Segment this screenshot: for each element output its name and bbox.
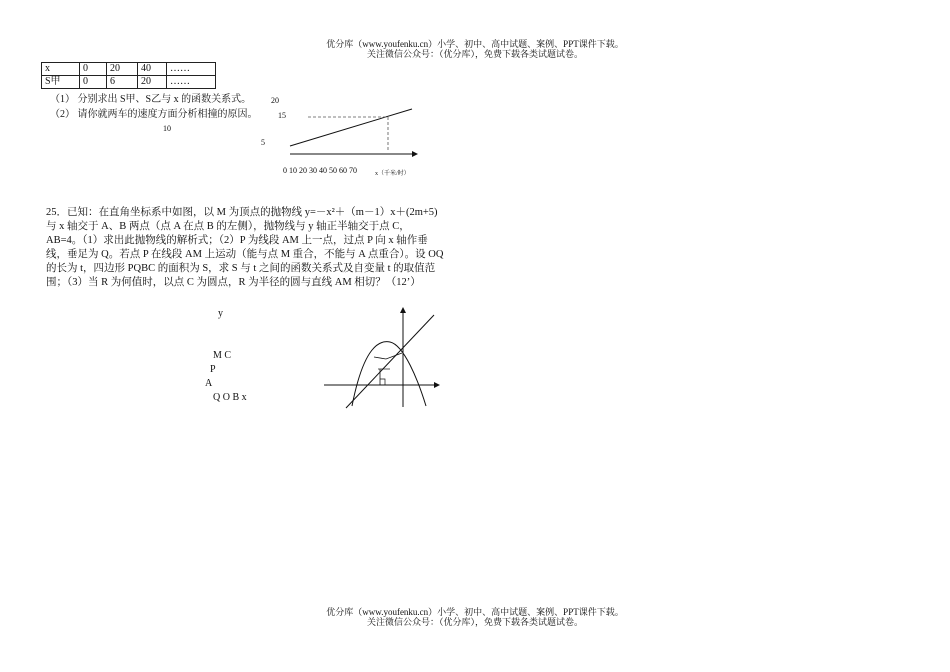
graph1-label-10: 10: [163, 124, 171, 133]
fig25-label-p: P: [210, 364, 216, 375]
fig25-label-a: A: [205, 378, 213, 389]
question-2: （2） 请你就两车的速度方面分析相撞的原因。: [50, 109, 258, 120]
fig25-svg: [322, 305, 442, 410]
table-cell: x: [42, 63, 80, 76]
graph1-label-5: 5: [261, 138, 265, 147]
table-cell: 0: [80, 76, 107, 89]
table-row: [42, 63, 216, 76]
fig25-line-am: [346, 315, 434, 408]
graph1-label-20: 20: [271, 96, 279, 105]
table-cell: S甲: [42, 76, 80, 89]
fig25-label-mc: M C: [213, 350, 232, 361]
fig25-label-y: y: [218, 308, 223, 319]
graph1-svg: [284, 104, 419, 164]
header-line-1: 优分库（www.youfenku.cn）小学、初中、高中试题、案例、PPT课件下载。: [326, 39, 624, 49]
graph1-x-arrow: [412, 151, 418, 157]
table-row: [42, 76, 216, 89]
problem-25-text: [46, 206, 444, 290]
footer-line-2: 关注微信公众号：（优分库），免费下载各类试题试卷。: [366, 617, 583, 627]
fig25-y-arrow: [400, 307, 406, 313]
table-cell: 40: [138, 63, 167, 76]
fig25-parabola: [352, 342, 426, 406]
table-cell: 0: [80, 63, 107, 76]
table-cell: 20: [107, 63, 138, 76]
graph1-x-ticks: 0 10 20 30 40 50 60 70: [283, 166, 357, 175]
graph1-label-15: 15: [278, 111, 286, 120]
fig25-right-angle: [380, 379, 385, 385]
problem-25-paragraph: 25．已知：在直角坐标系中如图，以 M 为顶点的抛物线 y=－x²＋（m－1）x＋(2m+5)与 x 轴交于 A、B 两点（点 A 在点 B 的左侧），抛物线与 y 轴正半轴交于点 C，AB=4。（1）求出此抛物线的解析式；（2）P 为线段 AM 上一点，过点 P 向 x 轴作垂线，垂足为 Q。若点 P 在线段 AM 上运动（能与点 M 重合，不能与 A 点重合）。设 OQ 的长为 t，四边形 PQBC 的面积为 S，求 S 与 t 之间的函数关系式及自变量 t 的取值范围；（3）当 R 为何值时，以点 C 为圆点，R 为半径的圆与直线 AM 相切？（12’）: [46, 207, 444, 288]
footer-line-1: 优分库（www.youfenku.cn）小学、初中、高中试题、案例、PPT课件下载。: [326, 607, 624, 617]
table-cell: 6: [107, 76, 138, 89]
data-table: [41, 62, 216, 89]
fig25-label-qobx: Q O B x: [213, 392, 247, 403]
question-1: （1） 分别求出 S甲、S乙与 x 的函数关系式。: [50, 94, 252, 105]
graph1-x-unit: x（千米/时）: [375, 171, 410, 177]
fig25-x-arrow: [434, 382, 440, 388]
table-cell: ……: [167, 76, 216, 89]
table-cell: ……: [167, 63, 216, 76]
graph1-line: [290, 109, 412, 146]
table-cell: 20: [138, 76, 167, 89]
header-line-2: 关注微信公众号：（优分库），免费下载各类试题试卷。: [366, 49, 583, 59]
